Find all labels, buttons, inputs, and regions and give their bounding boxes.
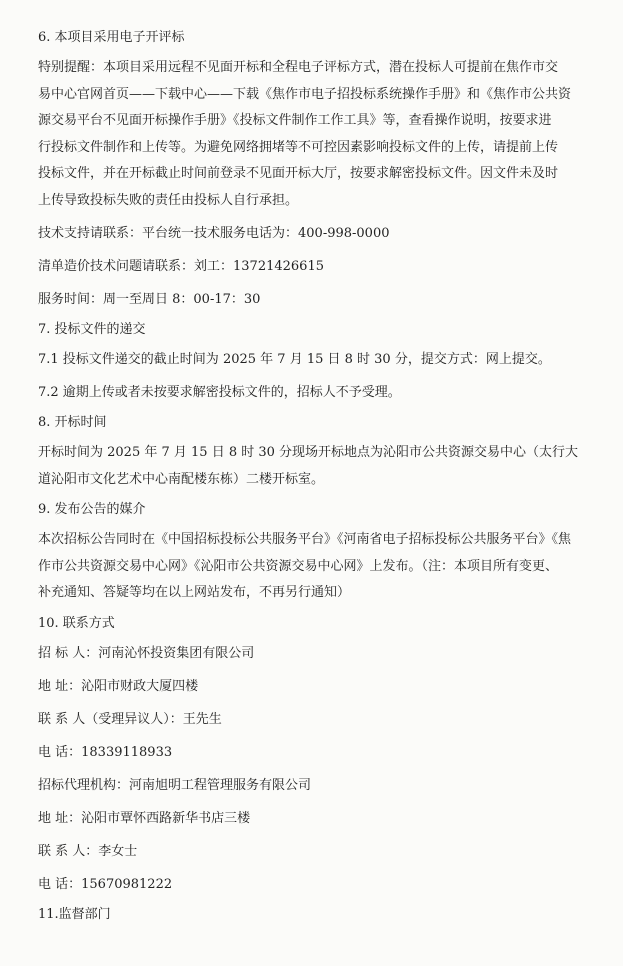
text-line: 补充通知、答疑等均在以上网站发布，不再另行通知） <box>38 585 351 600</box>
text-line: 投标文件，并在开标截止时间前登录不见面开标大厅，按要求解密投标文件。因文件未及时 <box>38 166 559 181</box>
section-heading: 11.监督部门 <box>38 906 111 922</box>
text-line: 招 标 人：河南沁怀投资集团有限公司 <box>38 645 255 661</box>
paragraph <box>38 707 603 733</box>
paragraph <box>38 839 603 865</box>
text-line: 清单造价技术问题请联系：刘工：13721426615 <box>38 259 324 274</box>
text-line: 技术支持请联系：平台统一技术服务电话为：400-998-0000 <box>38 226 390 241</box>
paragraph <box>38 872 603 898</box>
text-line: 作市公共资源交易中心网》《沁阳市公共资源交易中心网》上发布。（注：本项目所有变更、 <box>38 558 559 574</box>
paragraph <box>38 254 603 280</box>
paragraph <box>38 380 603 406</box>
paragraph <box>38 773 603 799</box>
paragraph <box>38 347 603 373</box>
paragraph <box>38 440 603 493</box>
text-line: 电 话：18339118933 <box>38 744 173 760</box>
paragraph <box>38 55 603 214</box>
paragraph <box>38 221 603 247</box>
text-line: 7.2 逾期上传或者未按要求解密投标文件的，招标人不予受理。 <box>38 385 401 400</box>
text-line: 7.1 投标文件递交的截止时间为 2025 年 7 月 15 日 8 时 30 分，提交方式：网上提交。 <box>38 352 551 367</box>
section-heading: 9. 发布公告的媒介 <box>38 502 146 517</box>
paragraph <box>38 641 603 667</box>
paragraph <box>38 674 603 700</box>
text-line: 易中心官网首页——下载中心——下载《焦作市电子招投标系统操作手册》和《焦作市公共资 <box>38 86 572 102</box>
text-line: 上传导致投标失败的责任由投标人自行承担。 <box>38 192 299 208</box>
text-line: 联 系 人：李女士 <box>38 843 138 859</box>
text-line: 联 系 人（受理异议人）：王先生 <box>38 711 222 727</box>
section-heading: 10. 联系方式 <box>38 615 115 631</box>
document-content <box>38 28 603 925</box>
text-line: 源交易平台不见面开标操作手册》《投标文件制作工作工具》等，查看操作说明，按要求进 <box>38 113 552 128</box>
section-heading: 6. 本项目采用电子开评标 <box>38 30 185 45</box>
text-line: 本次招标公告同时在《中国招标投标公共服务平台》《河南省电子招标投标公共服务平台》《焦 <box>38 532 572 547</box>
text-line: 服务时间：周一至周日 8：00-17：30 <box>38 292 261 307</box>
paragraph <box>38 740 603 766</box>
section-heading: 7. 投标文件的递交 <box>38 322 146 337</box>
text-line: 地 址：沁阳市财政大厦四楼 <box>38 678 199 694</box>
text-line: 行投标文件制作和上传等。为避免网络拥堵等不可控因素影响投标文件的上传，请提前上传 <box>38 139 559 155</box>
paragraph <box>38 806 603 832</box>
text-line: 道沁阳市文化艺术中心南配楼东栋）二楼开标室。 <box>38 471 325 487</box>
text-line: 电 话：15670981222 <box>38 876 173 892</box>
text-line: 地 址：沁阳市覃怀西路新华书店三楼 <box>38 810 251 826</box>
paragraph <box>38 527 603 607</box>
section-heading: 8. 开标时间 <box>38 415 107 430</box>
text-line: 开标时间为 2025 年 7 月 15 日 8 时 30 分现场开标地点为沁阳市公共资源交易中心（太行大 <box>38 445 579 460</box>
text-line: 招标代理机构：河南旭明工程管理服务有限公司 <box>38 777 312 793</box>
paragraph <box>38 287 603 313</box>
text-line: 特别提醒：本项目采用远程不见面开标和全程电子评标方式，潜在投标人可提前在焦作市交 <box>38 60 559 75</box>
